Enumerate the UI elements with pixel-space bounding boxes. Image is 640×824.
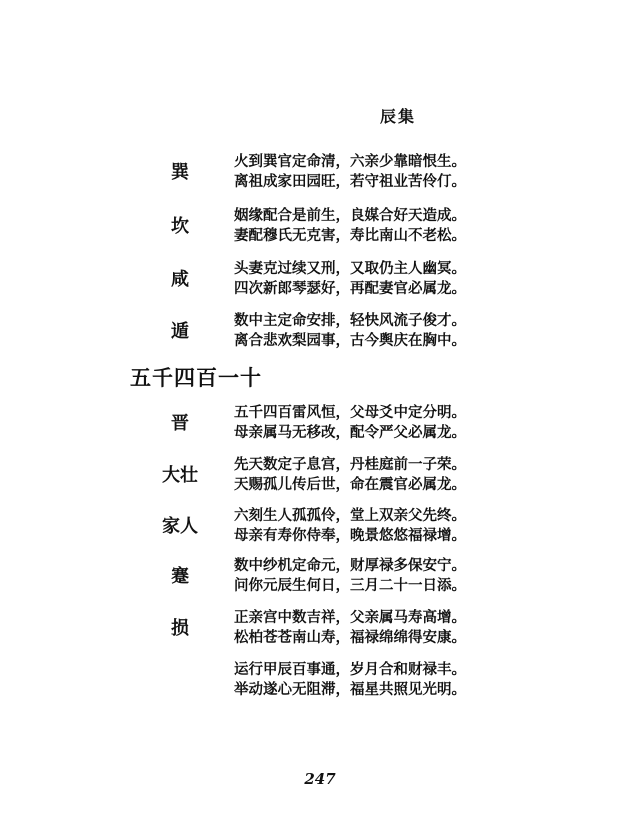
hexagram-name: 损 (171, 618, 189, 639)
page-number: 247 (304, 770, 336, 788)
hexagram-name: 坎 (171, 216, 189, 237)
verse-line: 五千四百雷风恒，父母爻中定分明。 (234, 404, 466, 421)
verse-line: 姻缘配合是前生，良媒合好天造成。 (234, 207, 466, 224)
verse-entry (0, 455, 640, 505)
verse (234, 152, 466, 192)
section-title: 五千四百一十 (130, 365, 262, 390)
verse-line: 头妻克过续又刑，又取仍主人幽冥。 (234, 260, 466, 277)
verse (234, 660, 466, 700)
verse-line: 母亲属马无移改，配令严父必属龙。 (234, 424, 466, 441)
hexagram-name: 家人 (162, 516, 198, 537)
verse-line: 举动遂心无阻滞，福星共照见光明。 (234, 681, 466, 698)
verse-line: 运行甲辰百事通，岁月合和财禄丰。 (234, 661, 466, 678)
hexagram-name: 遁 (171, 321, 189, 342)
verse-entry (0, 556, 640, 606)
verse-line: 母亲有寿你侍奉，晚景悠悠福禄增。 (234, 527, 466, 544)
verse-entry (0, 506, 640, 556)
verse-entry (0, 311, 640, 361)
verse (234, 455, 466, 495)
verse-line: 数中主定命安排，轻快风流子俊才。 (234, 312, 466, 329)
verse-entry (0, 608, 640, 658)
verse-line: 先天数定子息宫，丹桂庭前一子荣。 (234, 456, 466, 473)
verse-line: 离祖成家田园旺，若守祖业苦伶仃。 (234, 173, 466, 190)
verse (234, 556, 466, 596)
verse-entry (0, 206, 640, 256)
verse-line: 火到巽官定命清，六亲少靠暗恨生。 (234, 153, 466, 170)
hexagram-name: 巽 (171, 162, 189, 183)
verse (234, 403, 466, 443)
hexagram-name: 咸 (171, 269, 189, 290)
verse (234, 206, 466, 246)
verse-entry (0, 660, 640, 710)
hexagram-name: 蹇 (171, 566, 189, 587)
hexagram-name: 大壮 (162, 465, 198, 486)
verse-line: 问你元辰生何日，三月二十一日添。 (234, 577, 466, 594)
verse-line: 天赐孤儿传后世，命在震官必属龙。 (234, 476, 466, 493)
verse-entry (0, 403, 640, 453)
verse (234, 259, 466, 299)
verse-line: 松柏苍苍南山寿，福禄绵绵得安康。 (234, 629, 466, 646)
verse (234, 506, 466, 546)
hexagram-name: 晋 (171, 413, 189, 434)
page-header: 辰集 (380, 107, 417, 126)
verse-entry (0, 259, 640, 309)
verse-line: 四次新郎琴瑟好，再配妻官必属龙。 (234, 280, 466, 297)
verse-line: 离合悲欢梨园事，古今舆庆在胸中。 (234, 332, 466, 349)
verse-line: 妻配穆氏无克害，寿比南山不老松。 (234, 227, 466, 244)
verse (234, 608, 466, 648)
verse-line: 六刻生人孤孤伶，堂上双亲父先终。 (234, 507, 466, 524)
verse-entry (0, 152, 640, 202)
verse-line: 数中纱机定命元，财厚禄多保安宁。 (234, 557, 466, 574)
verse-line: 正亲宫中数吉祥，父亲属马寿高增。 (234, 609, 466, 626)
verse (234, 311, 466, 351)
